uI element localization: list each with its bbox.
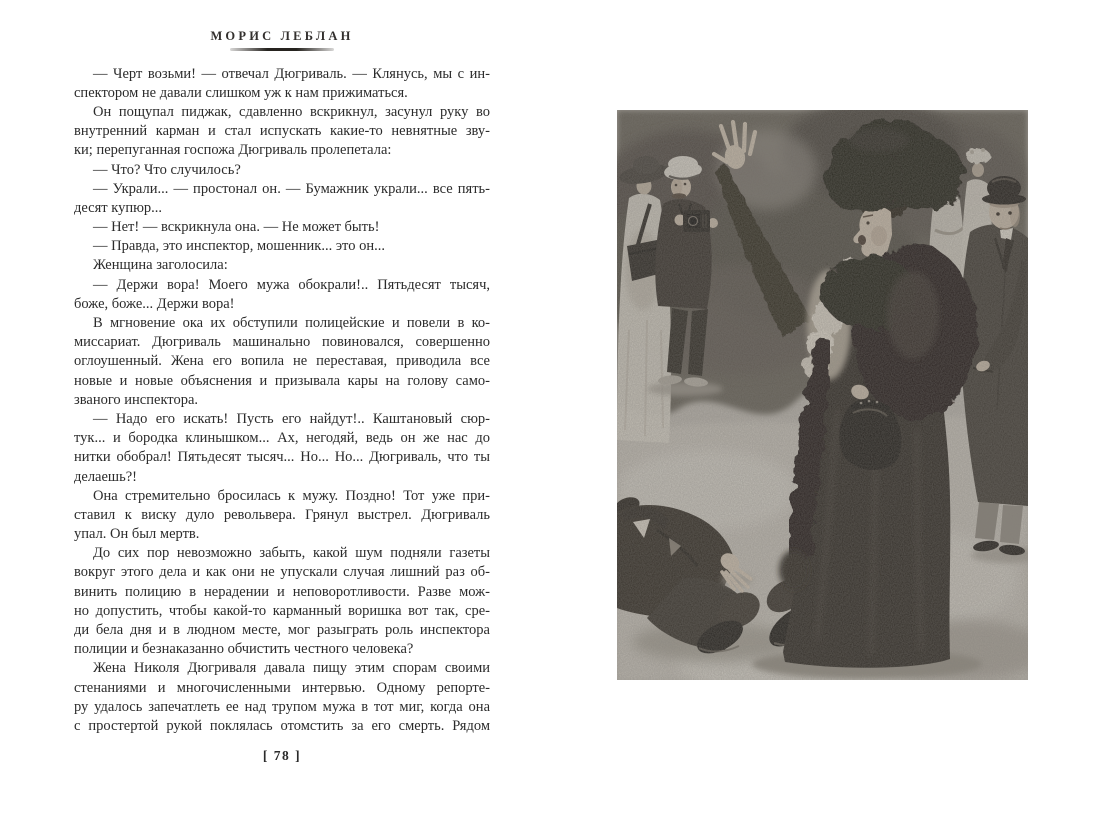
text-line: До сих пор невозможно забыть, какой шум подняли газеты bbox=[93, 545, 490, 562]
text-line: В мгновение ока их обступили полицейские и повели в ко- bbox=[93, 315, 490, 332]
text-line: — Нет! — вскрикнула она. — Не может быть! bbox=[93, 219, 380, 236]
text-line: упал. Он был мертв. bbox=[74, 526, 200, 543]
text-line: — Держи вора! Моего мужа обокрали!.. Пятьдесят тысяч, bbox=[93, 276, 490, 293]
text-line: — Правда, это инспектор, мошенник... это он... bbox=[93, 238, 385, 255]
text-line: винить полицию в нерадении и неповоротливости. Разве мож- bbox=[74, 583, 490, 600]
text-line: ди бела дня и в людном месте, мог разыграть роль инспектора bbox=[74, 622, 490, 639]
text-line: ки; перепуганная госпожа Дюгриваль пролепетала: bbox=[74, 142, 392, 159]
text-line: званого инспектора. bbox=[74, 391, 199, 408]
text-line: ру удалось запечатлеть ее над трупом мужа в тот миг, когда она bbox=[74, 698, 490, 715]
text-line: вокруг этого дела и как они не упускали случая лишний раз об- bbox=[74, 564, 490, 581]
text-line: миссариат. Дюгриваль машинально повиновался, совершенно bbox=[74, 334, 490, 351]
text-line: Он пощупал пиджак, сдавленно вскрикнул, засунул руку во bbox=[93, 103, 490, 120]
text-line: спектором не давали слишком уж к нам прижиматься. bbox=[74, 84, 408, 101]
text-line: тук... и бородка клинышком... Ах, негодяй, ведь он же нас до bbox=[74, 430, 490, 447]
text-line: Она стремительно бросилась к мужу. Поздно! Тот уже при- bbox=[93, 487, 490, 504]
text-line: Женщина заголосила: bbox=[93, 257, 228, 274]
text-line: с простертой рукой поклялась отомстить за его смерть. Рядом bbox=[74, 717, 490, 734]
header-divider bbox=[230, 48, 334, 51]
illustration-svg bbox=[617, 110, 1028, 680]
text-line: — Что? Что случилось? bbox=[93, 161, 241, 178]
text-line: оглоушенный. Жена его вопила не переставая, приводила все bbox=[74, 353, 490, 370]
text-line: десят купюр... bbox=[74, 199, 163, 216]
text-line: — Украли... — простонал он. — Бумажник украли... все пять- bbox=[93, 180, 490, 197]
body-text bbox=[74, 65, 490, 737]
illustration bbox=[617, 110, 1028, 680]
text-line: — Черт возьми! — отвечал Дюгриваль. — Клянусь, мы с ин- bbox=[93, 65, 490, 82]
text-line: полиции и безнаказанно обчистить честного человека? bbox=[74, 641, 414, 658]
text-line: но допустить, чтобы какой-то карманный воришка вот так, сре- bbox=[74, 602, 490, 619]
text-line: боже, боже... Держи вора! bbox=[74, 295, 235, 312]
page-number: [ 78 ] bbox=[262, 748, 302, 764]
text-line: делаешь?! bbox=[74, 468, 137, 485]
text-line: нитки обобрал! Пятьдесят тысяч... Но... Но... Дюгриваль, что ты bbox=[74, 449, 490, 466]
text-line: Жена Николя Дюгриваля давала пищу этим спорам своими bbox=[93, 660, 490, 677]
text-line: новые и новые объяснения и призывала кары на голову само- bbox=[74, 372, 490, 389]
left-page bbox=[74, 28, 490, 764]
running-head: МОРИС ЛЕБЛАН bbox=[210, 29, 354, 43]
text-line: стенаниями и многочисленными интервью. Одному репорте- bbox=[74, 679, 490, 696]
text-line: — Надо его искать! Пусть его найдут!.. Каштановый сюр- bbox=[93, 410, 490, 427]
text-line: ставил к виску дуло револьвера. Грянул выстрел. Дюгриваль bbox=[74, 506, 490, 523]
text-line: внутренний карман и стал испускать какие-то невнятные зву- bbox=[74, 123, 490, 140]
